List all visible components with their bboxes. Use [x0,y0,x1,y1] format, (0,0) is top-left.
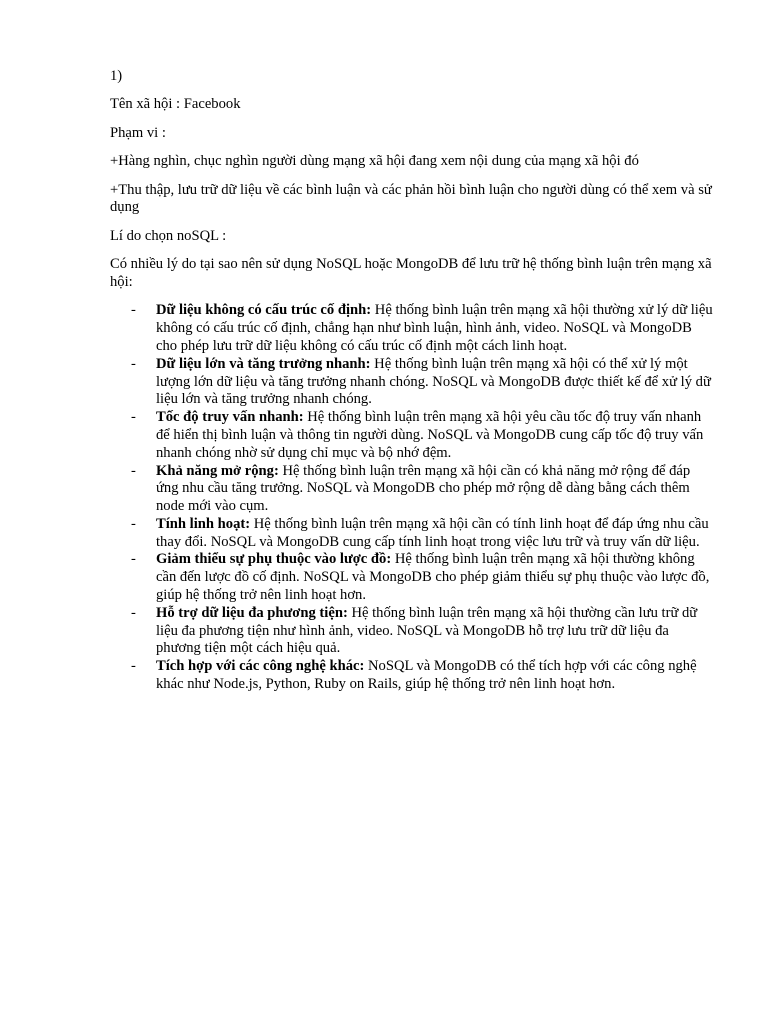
reason-term: Hỗ trợ dữ liệu đa phương tiện: [156,604,348,621]
document-body [110,68,714,694]
reason-text: NoSQL và MongoDB có thể tích hợp với các công nghệ khác như Node.js, Python, Ruby on Rails, giúp hệ thống trở nên linh hoạt hơn. [156,658,697,693]
bullet-marker: - [131,355,136,372]
reason-term: Dữ liệu lớn và tăng trưởng nhanh: [156,355,371,372]
reason-text: Hệ thống bình luận trên mạng xã hội thường xử lý dữ liệu không có cấu trúc cố định, chẳng hạn như bình luận, hình ảnh, video. NoSQL và MongoDB cho phép lưu trữ dữ liệu không có cấu trúc cố định một cách linh hoạt. [156,302,713,354]
reasons-intro: Có nhiều lý do tại sao nên sử dụng NoSQL hoặc MongoDB để lưu trữ hệ thống bình luận trên mạng xã hội: [110,256,712,290]
bullet-marker: - [131,462,136,479]
scope-item: +Thu thập, lưu trữ dữ liệu về các bình luận và các phản hồi bình luận cho người dùng có thể xem và sử dụng [110,181,712,216]
list-item [110,551,714,604]
reason-term: Giảm thiểu sự phụ thuộc vào lược đồ: [156,551,392,568]
list-item [110,356,714,409]
reason-label: Lí do chọn noSQL : [110,227,227,244]
bullet-marker: - [131,302,136,319]
reason-term: Khả năng mở rộng: [156,462,279,479]
reason-text: Hệ thống bình luận trên mạng xã hội cần có tính linh hoạt để đáp ứng nhu cầu thay đổi. NoSQL và MongoDB cung cấp tính linh hoạt trong việc lưu trữ và truy vấn dữ liệu. [156,515,709,550]
network-name: Tên xã hội : Facebook [110,96,241,113]
reason-term: Tính linh hoạt: [156,515,251,532]
list-item [110,302,714,355]
reason-text: Hệ thống bình luận trên mạng xã hội thường không cần đến lược đồ cố định. NoSQL và MongoDB cho phép giảm thiểu sự phụ thuộc vào lược đồ, giúp hệ thống trở nên linh hoạt hơn. [156,551,710,604]
reason-text: Hệ thống bình luận trên mạng xã hội yêu cầu tốc độ truy vấn nhanh để hiển thị bình luận và thông tin người dùng. NoSQL và MongoDB cung cấp tốc độ truy vấn nhanh chóng nhờ sử dụng chỉ mục và bộ nhớ đệm. [156,409,704,461]
list-item [110,658,714,694]
list-item [110,605,714,658]
list-item [110,463,714,516]
list-item [110,409,714,462]
list-item [110,516,714,552]
reason-term: Tích hợp với các công nghệ khác: [156,658,365,675]
bullet-marker: - [131,551,136,568]
reason-text: Hệ thống bình luận trên mạng xã hội cần có khả năng mở rộng để đáp ứng nhu cầu tăng trưởng. NoSQL và MongoDB cho phép mở rộng dễ dàng bằng cách thêm node mới vào cụm. [156,462,691,515]
bullet-marker: - [131,515,136,532]
bullet-marker: - [131,658,136,675]
reasons-list [110,302,714,694]
bullet-marker: - [131,604,136,621]
heading-number: 1) [110,68,123,84]
reason-text: Hệ thống bình luận trên mạng xã hội thường cần lưu trữ dữ liệu đa phương tiện như hình ảnh, video. NoSQL và MongoDB hỗ trợ lưu trữ dữ liệu đa phương tiện một cách hiệu quả. [156,604,698,657]
scope-label: Phạm vi : [110,124,166,141]
reason-text: Hệ thống bình luận trên mạng xã hội có thể xử lý một lượng lớn dữ liệu và tăng trưởng nhanh chóng. NoSQL và MongoDB được thiết kế để xử lý dữ liệu lớn và tăng trưởng nhanh chóng. [156,355,711,408]
reason-term: Dữ liệu không có cấu trúc cố định: [156,302,372,319]
scope-item: +Hàng nghìn, chục nghìn người dùng mạng xã hội đang xem nội dung của mạng xã hội đó [110,153,639,170]
bullet-marker: - [131,409,136,426]
reason-term: Tốc độ truy vấn nhanh: [156,409,304,426]
